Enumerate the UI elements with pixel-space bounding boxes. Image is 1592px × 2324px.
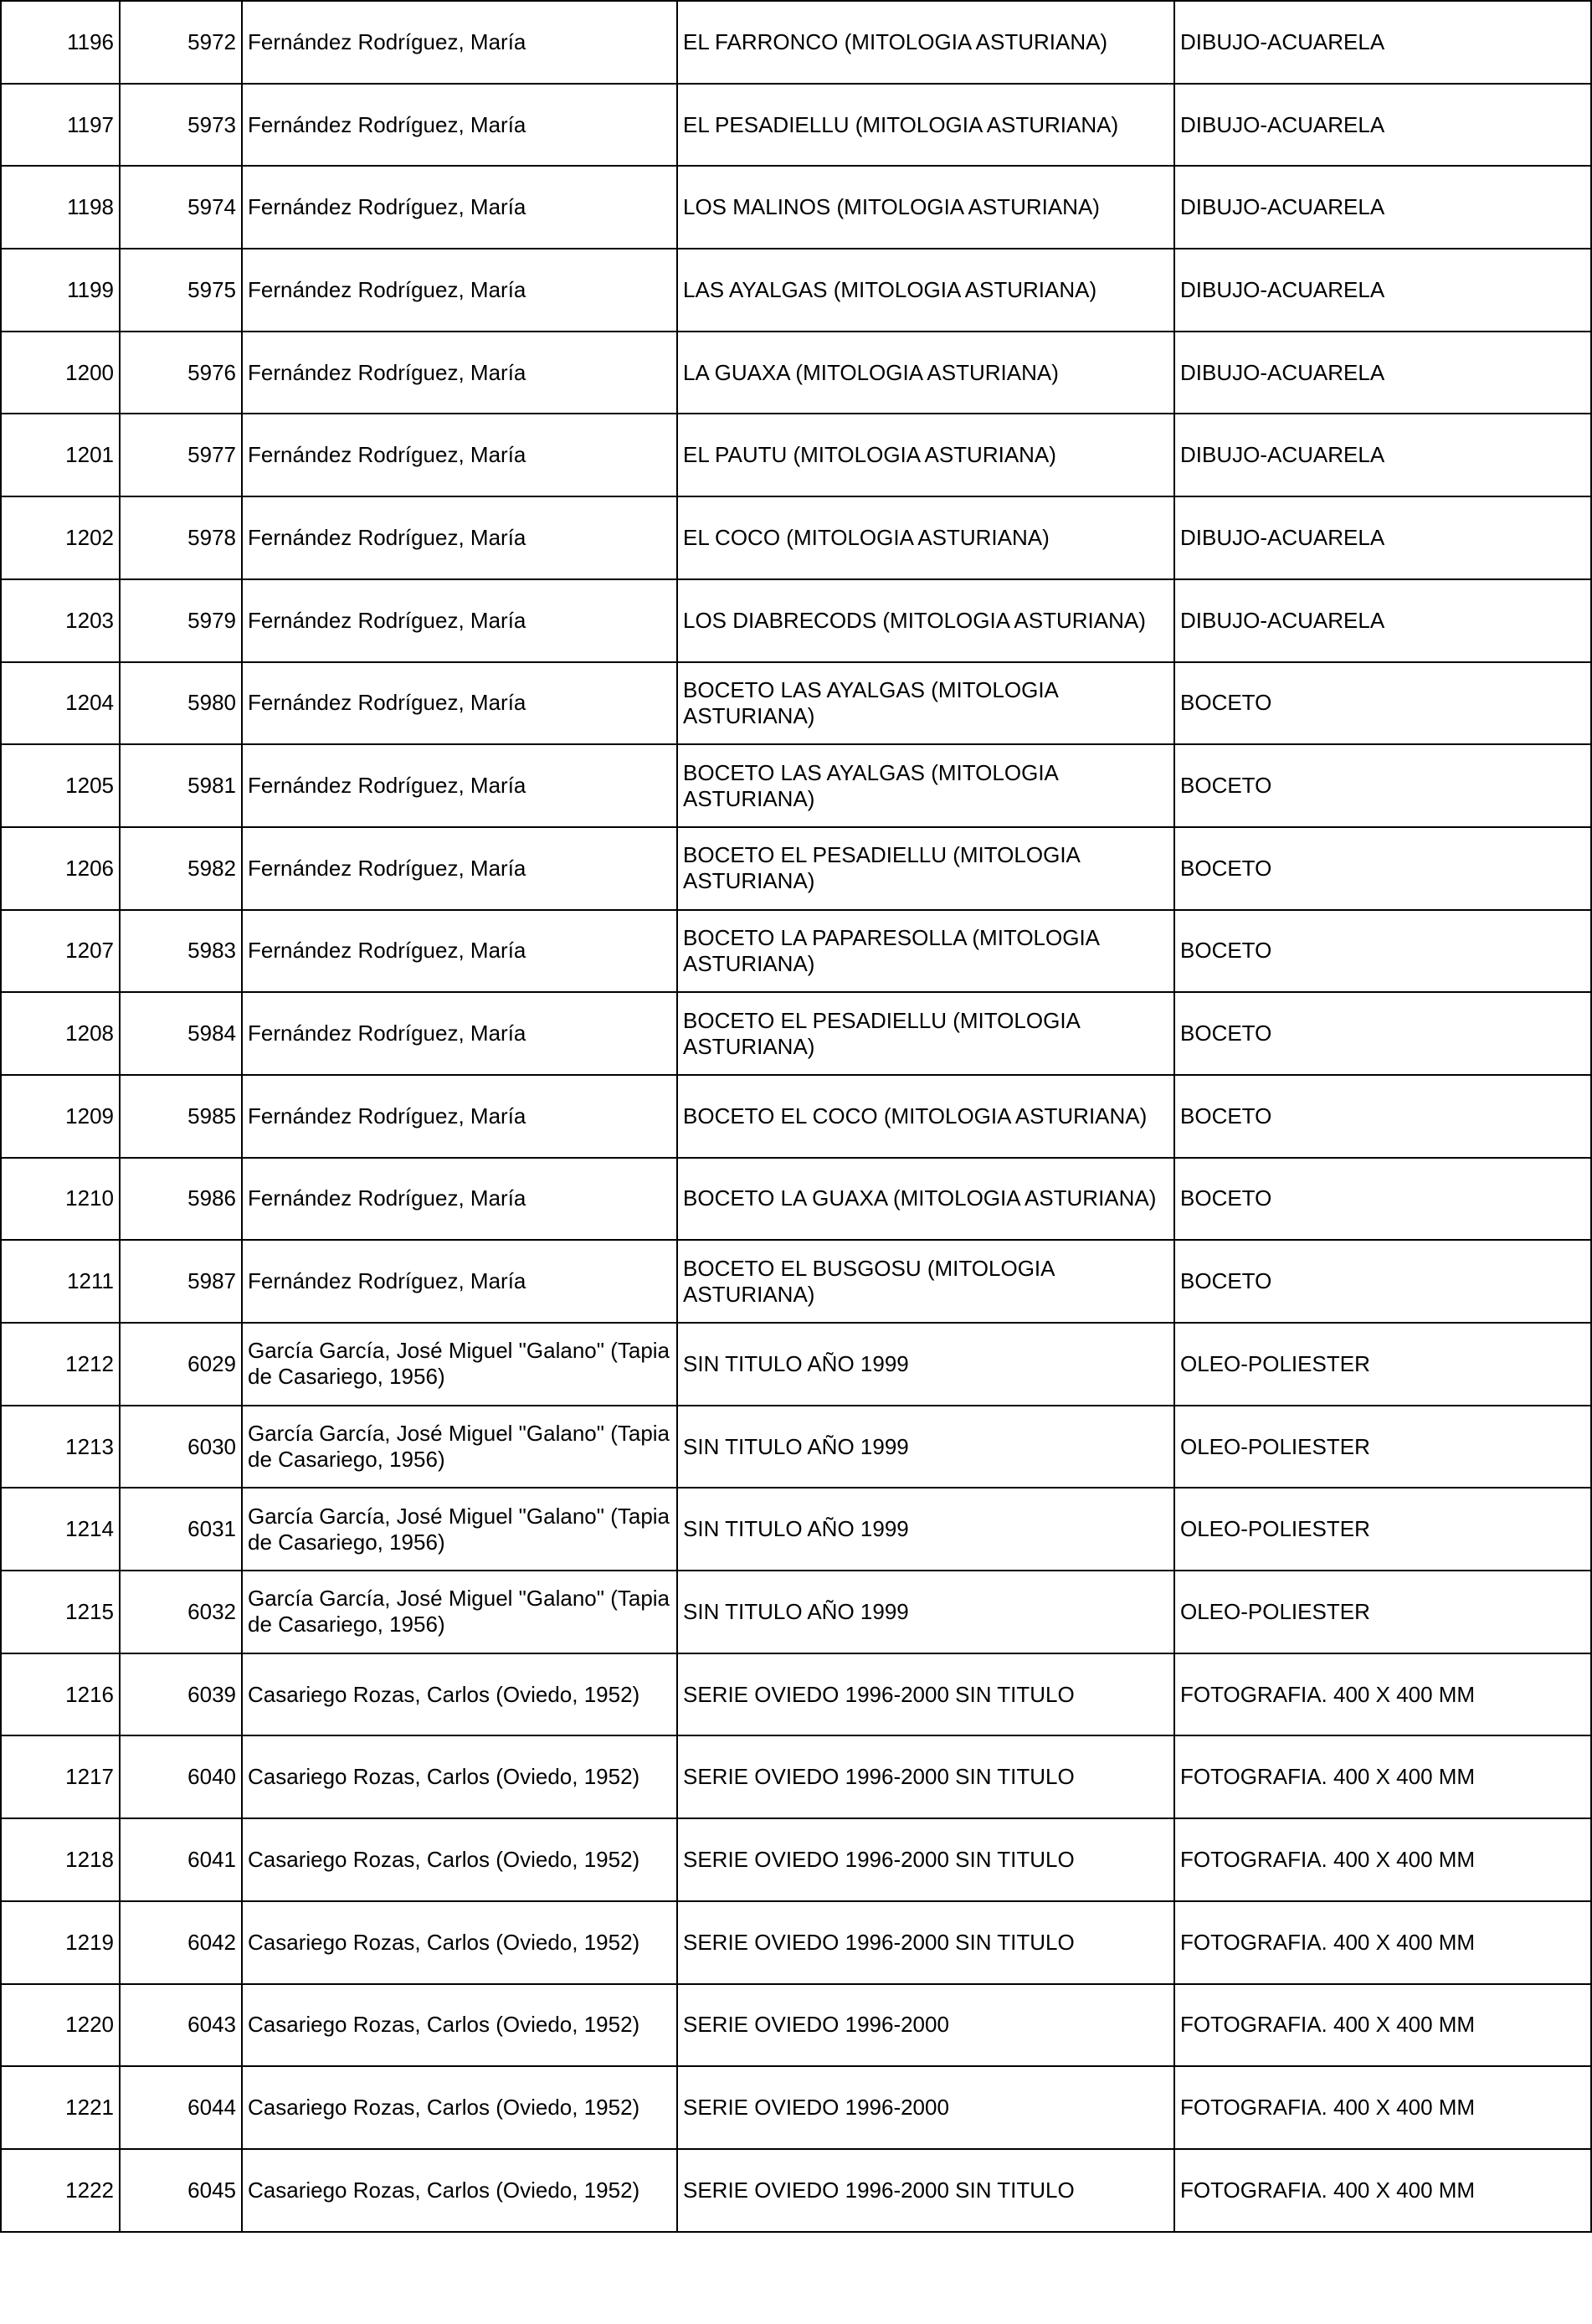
cell-register-number: 6043	[120, 1984, 242, 2067]
cell-technique: DIBUJO-ACUARELA	[1174, 332, 1591, 414]
cell-author: Fernández Rodríguez, María	[242, 1, 677, 84]
cell-register-number: 5982	[120, 827, 242, 910]
cell-technique: FOTOGRAFIA. 400 X 400 MM	[1174, 2066, 1591, 2149]
cell-register-number: 5972	[120, 1, 242, 84]
table-row	[1, 249, 1591, 332]
cell-author: Casariego Rozas, Carlos (Oviedo, 1952)	[242, 1901, 677, 1984]
cell-title: BOCETO EL BUSGOSU (MITOLOGIA ASTURIANA)	[677, 1240, 1174, 1323]
cell-register-number: 6030	[120, 1406, 242, 1488]
table-row	[1, 2066, 1591, 2149]
cell-author: Fernández Rodríguez, María	[242, 84, 677, 167]
cell-title: LOS DIABRECODS (MITOLOGIA ASTURIANA)	[677, 579, 1174, 662]
cell-title: SERIE OVIEDO 1996-2000	[677, 2066, 1174, 2149]
cell-register-number: 5973	[120, 84, 242, 167]
cell-item-number: 1207	[1, 910, 120, 993]
cell-technique: OLEO-POLIESTER	[1174, 1571, 1591, 1653]
cell-item-number: 1211	[1, 1240, 120, 1323]
cell-register-number: 5981	[120, 744, 242, 827]
cell-technique: DIBUJO-ACUARELA	[1174, 84, 1591, 167]
cell-title: SERIE OVIEDO 1996-2000 SIN TITULO	[677, 2149, 1174, 2232]
inventory-table-body	[1, 1, 1591, 2232]
cell-register-number: 5985	[120, 1075, 242, 1158]
cell-title: SIN TITULO AÑO 1999	[677, 1488, 1174, 1571]
cell-author: Fernández Rodríguez, María	[242, 332, 677, 414]
cell-item-number: 1200	[1, 332, 120, 414]
cell-technique: FOTOGRAFIA. 400 X 400 MM	[1174, 1984, 1591, 2067]
cell-technique: FOTOGRAFIA. 400 X 400 MM	[1174, 1818, 1591, 1901]
cell-technique: FOTOGRAFIA. 400 X 400 MM	[1174, 1901, 1591, 1984]
table-row	[1, 1571, 1591, 1653]
table-row	[1, 1240, 1591, 1323]
cell-author: Casariego Rozas, Carlos (Oviedo, 1952)	[242, 1984, 677, 2067]
cell-item-number: 1215	[1, 1571, 120, 1653]
cell-item-number: 1216	[1, 1653, 120, 1736]
cell-title: SIN TITULO AÑO 1999	[677, 1571, 1174, 1653]
cell-item-number: 1203	[1, 579, 120, 662]
cell-register-number: 6040	[120, 1735, 242, 1818]
cell-item-number: 1206	[1, 827, 120, 910]
cell-item-number: 1197	[1, 84, 120, 167]
cell-author: Fernández Rodríguez, María	[242, 579, 677, 662]
table-row	[1, 1406, 1591, 1488]
cell-register-number: 5983	[120, 910, 242, 993]
cell-author: Fernández Rodríguez, María	[242, 249, 677, 332]
cell-register-number: 6042	[120, 1901, 242, 1984]
cell-author: Fernández Rodríguez, María	[242, 827, 677, 910]
table-row	[1, 2149, 1591, 2232]
cell-technique: FOTOGRAFIA. 400 X 400 MM	[1174, 1653, 1591, 1736]
cell-register-number: 6041	[120, 1818, 242, 1901]
cell-technique: FOTOGRAFIA. 400 X 400 MM	[1174, 1735, 1591, 1818]
cell-title: SERIE OVIEDO 1996-2000	[677, 1984, 1174, 2067]
cell-title: EL PAUTU (MITOLOGIA ASTURIANA)	[677, 414, 1174, 496]
cell-item-number: 1210	[1, 1158, 120, 1241]
table-row	[1, 332, 1591, 414]
cell-author: Fernández Rodríguez, María	[242, 1240, 677, 1323]
cell-item-number: 1218	[1, 1818, 120, 1901]
cell-title: BOCETO LA GUAXA (MITOLOGIA ASTURIANA)	[677, 1158, 1174, 1241]
table-row	[1, 1075, 1591, 1158]
cell-item-number: 1219	[1, 1901, 120, 1984]
cell-title: BOCETO LAS AYALGAS (MITOLOGIA ASTURIANA)	[677, 662, 1174, 745]
cell-author: García García, José Miguel "Galano" (Tapia de Casariego, 1956)	[242, 1488, 677, 1571]
cell-author: Fernández Rodríguez, María	[242, 992, 677, 1075]
cell-item-number: 1196	[1, 1, 120, 84]
table-row	[1, 1735, 1591, 1818]
cell-title: BOCETO LAS AYALGAS (MITOLOGIA ASTURIANA)	[677, 744, 1174, 827]
cell-item-number: 1201	[1, 414, 120, 496]
cell-technique: DIBUJO-ACUARELA	[1174, 1, 1591, 84]
cell-title: BOCETO LA PAPARESOLLA (MITOLOGIA ASTURIANA)	[677, 910, 1174, 993]
cell-item-number: 1199	[1, 249, 120, 332]
cell-register-number: 5984	[120, 992, 242, 1075]
cell-author: Fernández Rodríguez, María	[242, 662, 677, 745]
cell-technique: FOTOGRAFIA. 400 X 400 MM	[1174, 2149, 1591, 2232]
cell-technique: BOCETO	[1174, 1158, 1591, 1241]
table-row	[1, 1, 1591, 84]
cell-technique: BOCETO	[1174, 910, 1591, 993]
cell-technique: BOCETO	[1174, 1240, 1591, 1323]
cell-register-number: 5974	[120, 166, 242, 249]
cell-technique: DIBUJO-ACUARELA	[1174, 249, 1591, 332]
cell-item-number: 1221	[1, 2066, 120, 2149]
cell-title: SERIE OVIEDO 1996-2000 SIN TITULO	[677, 1653, 1174, 1736]
cell-author: Casariego Rozas, Carlos (Oviedo, 1952)	[242, 1653, 677, 1736]
cell-register-number: 5975	[120, 249, 242, 332]
table-row	[1, 1323, 1591, 1406]
cell-technique: BOCETO	[1174, 827, 1591, 910]
cell-title: SERIE OVIEDO 1996-2000 SIN TITULO	[677, 1735, 1174, 1818]
cell-item-number: 1214	[1, 1488, 120, 1571]
cell-register-number: 6044	[120, 2066, 242, 2149]
cell-technique: OLEO-POLIESTER	[1174, 1488, 1591, 1571]
cell-title: BOCETO EL COCO (MITOLOGIA ASTURIANA)	[677, 1075, 1174, 1158]
cell-technique: BOCETO	[1174, 744, 1591, 827]
cell-title: SIN TITULO AÑO 1999	[677, 1323, 1174, 1406]
cell-register-number: 6032	[120, 1571, 242, 1653]
table-row	[1, 744, 1591, 827]
cell-register-number: 5980	[120, 662, 242, 745]
cell-technique: DIBUJO-ACUARELA	[1174, 166, 1591, 249]
table-row	[1, 1818, 1591, 1901]
cell-title: EL PESADIELLU (MITOLOGIA ASTURIANA)	[677, 84, 1174, 167]
table-row	[1, 84, 1591, 167]
cell-register-number: 5977	[120, 414, 242, 496]
cell-title: BOCETO EL PESADIELLU (MITOLOGIA ASTURIANA)	[677, 827, 1174, 910]
cell-technique: BOCETO	[1174, 992, 1591, 1075]
table-row	[1, 414, 1591, 496]
cell-author: Fernández Rodríguez, María	[242, 414, 677, 496]
cell-title: LOS MALINOS (MITOLOGIA ASTURIANA)	[677, 166, 1174, 249]
cell-item-number: 1220	[1, 1984, 120, 2067]
cell-author: Fernández Rodríguez, María	[242, 1075, 677, 1158]
cell-technique: OLEO-POLIESTER	[1174, 1406, 1591, 1488]
cell-register-number: 5978	[120, 496, 242, 579]
cell-register-number: 6029	[120, 1323, 242, 1406]
cell-title: SERIE OVIEDO 1996-2000 SIN TITULO	[677, 1818, 1174, 1901]
cell-author: Fernández Rodríguez, María	[242, 910, 677, 993]
cell-author: Casariego Rozas, Carlos (Oviedo, 1952)	[242, 2066, 677, 2149]
cell-technique: DIBUJO-ACUARELA	[1174, 414, 1591, 496]
table-row	[1, 1158, 1591, 1241]
cell-author: Casariego Rozas, Carlos (Oviedo, 1952)	[242, 1735, 677, 1818]
table-row	[1, 662, 1591, 745]
table-row	[1, 1984, 1591, 2067]
cell-register-number: 5979	[120, 579, 242, 662]
cell-title: BOCETO EL PESADIELLU (MITOLOGIA ASTURIANA)	[677, 992, 1174, 1075]
cell-author: Fernández Rodríguez, María	[242, 1158, 677, 1241]
cell-author: Fernández Rodríguez, María	[242, 744, 677, 827]
cell-technique: OLEO-POLIESTER	[1174, 1323, 1591, 1406]
cell-item-number: 1217	[1, 1735, 120, 1818]
cell-item-number: 1204	[1, 662, 120, 745]
cell-technique: DIBUJO-ACUARELA	[1174, 496, 1591, 579]
table-row	[1, 166, 1591, 249]
cell-author: Fernández Rodríguez, María	[242, 496, 677, 579]
cell-item-number: 1198	[1, 166, 120, 249]
table-row	[1, 1901, 1591, 1984]
cell-item-number: 1209	[1, 1075, 120, 1158]
cell-technique: DIBUJO-ACUARELA	[1174, 579, 1591, 662]
table-row	[1, 1653, 1591, 1736]
cell-title: LA GUAXA (MITOLOGIA ASTURIANA)	[677, 332, 1174, 414]
cell-technique: BOCETO	[1174, 1075, 1591, 1158]
table-row	[1, 496, 1591, 579]
cell-author: Fernández Rodríguez, María	[242, 166, 677, 249]
cell-item-number: 1213	[1, 1406, 120, 1488]
cell-item-number: 1208	[1, 992, 120, 1075]
cell-author: Casariego Rozas, Carlos (Oviedo, 1952)	[242, 2149, 677, 2232]
cell-register-number: 6039	[120, 1653, 242, 1736]
cell-title: EL FARRONCO (MITOLOGIA ASTURIANA)	[677, 1, 1174, 84]
cell-item-number: 1205	[1, 744, 120, 827]
cell-title: SIN TITULO AÑO 1999	[677, 1406, 1174, 1488]
cell-item-number: 1212	[1, 1323, 120, 1406]
cell-register-number: 5986	[120, 1158, 242, 1241]
cell-item-number: 1202	[1, 496, 120, 579]
table-row	[1, 1488, 1591, 1571]
table-row	[1, 827, 1591, 910]
cell-author: García García, José Miguel "Galano" (Tapia de Casariego, 1956)	[242, 1406, 677, 1488]
cell-item-number: 1222	[1, 2149, 120, 2232]
cell-register-number: 5976	[120, 332, 242, 414]
cell-register-number: 6031	[120, 1488, 242, 1571]
cell-author: Casariego Rozas, Carlos (Oviedo, 1952)	[242, 1818, 677, 1901]
cell-title: LAS AYALGAS (MITOLOGIA ASTURIANA)	[677, 249, 1174, 332]
cell-title: SERIE OVIEDO 1996-2000 SIN TITULO	[677, 1901, 1174, 1984]
cell-author: García García, José Miguel "Galano" (Tapia de Casariego, 1956)	[242, 1571, 677, 1653]
cell-register-number: 6045	[120, 2149, 242, 2232]
table-row	[1, 910, 1591, 993]
cell-author: García García, José Miguel "Galano" (Tapia de Casariego, 1956)	[242, 1323, 677, 1406]
cell-register-number: 5987	[120, 1240, 242, 1323]
cell-technique: BOCETO	[1174, 662, 1591, 745]
table-row	[1, 579, 1591, 662]
cell-title: EL COCO (MITOLOGIA ASTURIANA)	[677, 496, 1174, 579]
table-row	[1, 992, 1591, 1075]
